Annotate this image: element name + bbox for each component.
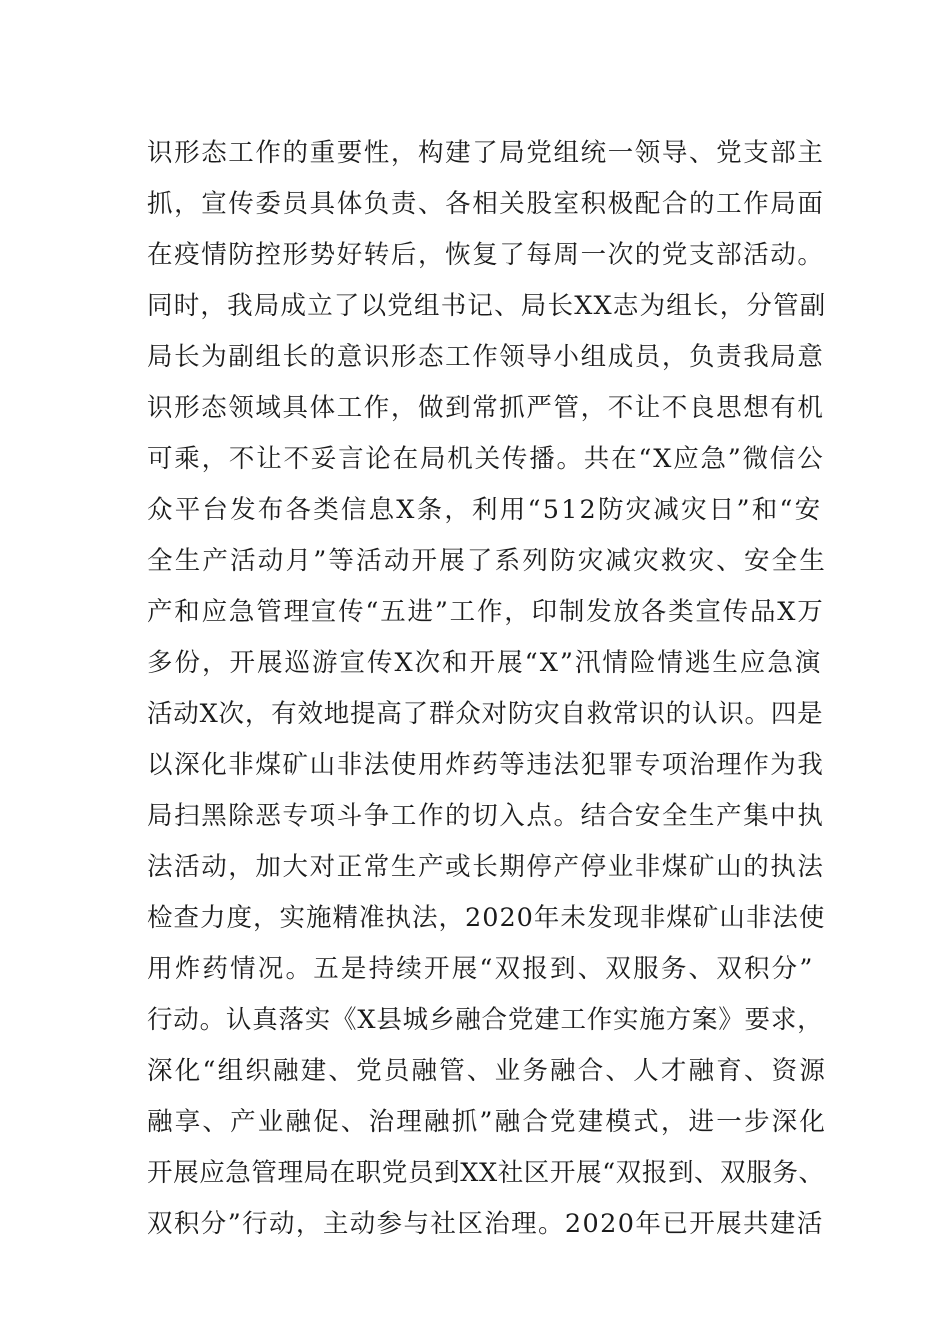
text-line-11: 多份，开展巡游宣传X次和开展“X”汛情险情逃生应急演 — [147, 648, 823, 678]
text-line-7: 可乘，不让不妥言论在局机关传播。共在“X应急”微信公 — [147, 444, 825, 474]
text-line-18: 行动。认真落实《X县城乡融合党建工作实施方案》要求， — [147, 1005, 824, 1035]
text-line-4: 同时，我局成立了以党组书记、局长XX志为组长，分管副 — [147, 291, 827, 321]
body-text — [147, 128, 827, 1250]
text-line-15: 法活动，加大对正常生产或长期停产停业非煤矿山的执法 — [147, 852, 825, 882]
text-line-2: 抓，宣传委员具体负责、各相关股室积极配合的工作局面 — [147, 189, 825, 219]
text-line-16: 检查力度，实施精准执法，2020年未发现非煤矿山非法使 — [147, 903, 826, 933]
text-line-19: 深化“组织融建、党员融管、业务融合、人才融育、资源 — [147, 1056, 828, 1086]
text-line-8: 众平台发布各类信息X条，利用“512防灾减灾日”和“安 — [147, 495, 823, 525]
text-line-14: 局扫黑除恶专项斗争工作的切入点。结合安全生产集中执 — [147, 801, 825, 831]
text-line-1: 识形态工作的重要性，构建了局党组统一领导、党支部主 — [147, 138, 825, 168]
text-line-10: 产和应急管理宣传“五进”工作，印制发放各类宣传品X万 — [147, 597, 825, 627]
text-line-21: 开展应急管理局在职党员到XX社区开展“双报到、双服务、 — [147, 1158, 825, 1188]
text-line-6: 识形态领域具体工作，做到常抓严管，不让不良思想有机 — [147, 393, 825, 423]
text-line-12: 活动X次，有效地提高了群众对防灾自救常识的认识。四是 — [147, 699, 824, 729]
text-line-5: 局长为副组长的意识形态工作领导小组成员，负责我局意 — [147, 342, 825, 372]
text-line-20: 融享、产业融促、治理融抓”融合党建模式，进一步深化 — [147, 1107, 828, 1137]
text-line-22: 双积分”行动，主动参与社区治理。2020年已开展共建活 — [147, 1209, 824, 1239]
text-line-9: 全生产活动月”等活动开展了系列防灾减灾救灾、安全生 — [147, 546, 828, 576]
text-line-13: 以深化非煤矿山非法使用炸药等违法犯罪专项治理作为我 — [147, 750, 825, 780]
text-line-3: 在疫情防控形势好转后，恢复了每周一次的党支部活动。 — [147, 240, 825, 270]
text-line-17: 用炸药情况。五是持续开展“双报到、双服务、双积分” — [147, 954, 815, 984]
